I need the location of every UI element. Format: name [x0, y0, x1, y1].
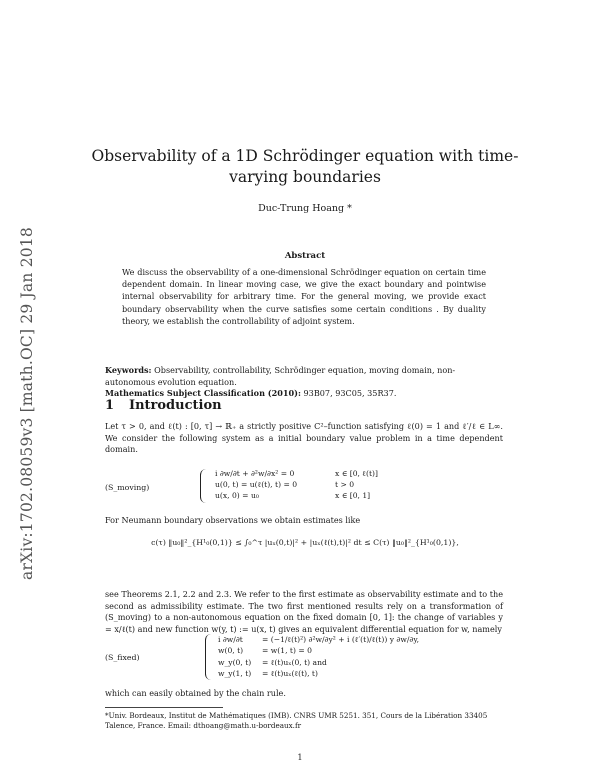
- equation-row: i ∂w/∂t = (−1/ℓ(t)²) ∂²w/∂y² + i (ℓ′(t)/ℓ(t)) y ∂w/∂y,: [218, 635, 420, 644]
- footnote-rule: [105, 707, 223, 708]
- system-fixed: [218, 634, 419, 680]
- estimate-equation: c(τ) ‖u₀‖²_{H¹₀(0,1)} ≤ ∫₀^τ |uₓ(0,t)|² + |uₓ(ℓ(t),t)|² dt ≤ C(τ) ‖u₀‖²_{H¹₀(0,1)},: [151, 538, 459, 547]
- paragraph-1: Let τ > 0, and ℓ(t) : [0, τ] → ℝ₊ a strictly positive C²–function satisfying ℓ(0) = 1 and ℓ′/ℓ ∈ L∞. We consider the following system as a initial boundary value problem in a time dependent domain.: [105, 421, 503, 455]
- paragraph-2: For Neumann boundary observations we obtain estimates like: [105, 515, 361, 525]
- paper-title: Observability of a 1D Schrödinger equation with time-varying boundaries: [91, 147, 519, 186]
- keywords-block: [105, 365, 505, 400]
- system-moving-label: (S_moving): [105, 483, 150, 492]
- abstract-text: We discuss the observability of a one-dimensional Schrödinger equation on certain time dependent domain. In linear moving case, we give the exact boundary and pointwise internal observability for arbitrary time. For the general moving, we provide exact boundary observability when the curve satisfies some certain conditions . By duality theory, we establish the controllability of adjoint system.: [122, 267, 486, 326]
- msc-label: Mathematics Subject Classification (2010):: [105, 388, 301, 398]
- equation-row: w_y(0, t) = ℓ(t)uₓ(0, t) and: [218, 657, 327, 667]
- system-fixed-label: (S_fixed): [105, 653, 140, 662]
- system-fixed-brace: [205, 634, 212, 680]
- arxiv-id: arXiv:1702.08059v3 [math.OC] 29 Jan 2018: [18, 227, 36, 580]
- equation-row: w_y(1, t) = ℓ(t)uₓ(ℓ(t), t): [218, 669, 318, 679]
- keywords-label: Keywords:: [105, 365, 152, 375]
- section-heading: [105, 398, 222, 413]
- system-moving: [215, 469, 378, 501]
- arxiv-sidebar-stamp: [10, 180, 40, 580]
- equation-row: u(0, t) = u(ℓ(t), t) = 0 t > 0: [215, 479, 355, 489]
- section-number: 1: [105, 398, 115, 413]
- author: Duc-Trung Hoang *: [258, 203, 352, 214]
- msc-codes: 93B07, 93C05, 35R37.: [303, 388, 397, 398]
- page-number: 1: [297, 752, 303, 762]
- paragraph-4: which can easily obtained by the chain rule.: [105, 688, 286, 698]
- footnote: *Univ. Bordeaux, Institut de Mathématiques (IMB). CNRS UMR 5251. 351, Cours de la Libération 33405 Talence, France. Email: dthoang@math.u-bordeaux.fr: [105, 711, 488, 730]
- equation-row: u(x, 0) = u₀ x ∈ [0, 1]: [215, 490, 371, 500]
- equation-row: w(0, t) = w(1, t) = 0: [218, 646, 312, 656]
- keywords: Observability, controllability, Schrödinger equation, moving domain, non-autonomous evolution equation.: [105, 365, 456, 387]
- section-title: Introduction: [129, 398, 222, 413]
- equation-row: i ∂w/∂t + ∂²w/∂x² = 0 x ∈ [0, ℓ(t)]: [215, 469, 378, 478]
- abstract-heading: Abstract: [284, 251, 326, 261]
- paragraph-3: see Theorems 2.1, 2.2 and 2.3. We refer to the first estimate as observability estimate and to the second as admissibility estimate. The two first mentioned results rely on a transformation of (S_moving) to a non-autonomous equation on the fixed domain [0, 1]: the change of variables y = x/ℓ(t) and new function w(y, t) := u(x, t) gives an equivalent differential equation for w, namely: [105, 589, 503, 634]
- system-moving-brace: [200, 469, 207, 503]
